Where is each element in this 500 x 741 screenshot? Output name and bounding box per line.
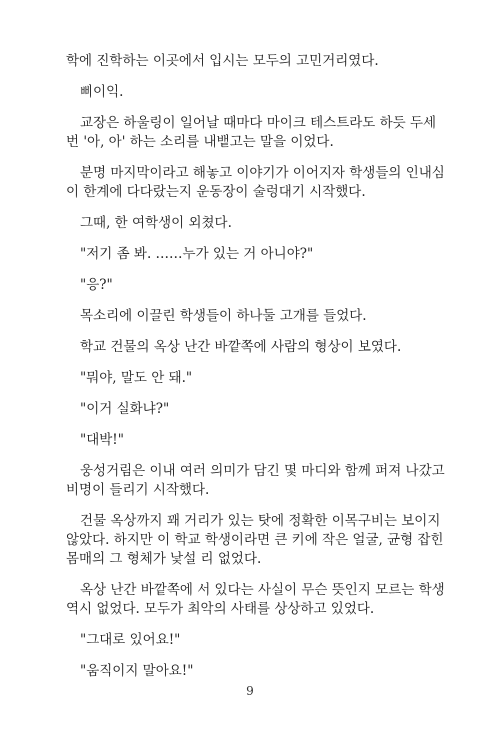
text-line: 번 '아, 아' 하는 소리를 내뱉고는 말을 이었다. [66, 134, 334, 150]
paragraph [66, 662, 438, 681]
page-number: 9 [246, 684, 254, 698]
text-line: "저기 좀 봐. ……누가 있는 거 아니야?" [80, 246, 314, 262]
text-line: 분명 마지막이라고 해놓고 이야기가 이어지자 학생들의 인내심 [80, 165, 445, 181]
text-line: "뭐야, 말도 안 돼." [80, 370, 193, 386]
text-line: 웅성거림은 이내 여러 의미가 담긴 몇 마디와 함께 퍼져 나갔고 [80, 463, 445, 479]
text-line: 이 한계에 다다랐는지 운동장이 술렁대기 시작했다. [66, 184, 366, 200]
paragraph [66, 581, 445, 619]
paragraph [66, 307, 438, 326]
text-line: "그대로 있어요!" [80, 632, 181, 648]
text-line: 않았다. 하지만 이 학교 학생이라면 큰 키에 작은 얼굴, 균형 잡힌 [66, 532, 444, 548]
paragraph [66, 276, 438, 295]
paragraph [66, 512, 444, 569]
paragraph [66, 83, 438, 102]
text-line: "이거 실화냐?" [80, 401, 170, 417]
paragraph [66, 631, 438, 650]
text-line: "대박!" [80, 432, 124, 448]
text-line: 그때, 한 여학생이 외쳤다. [80, 215, 232, 231]
text-line: 역시 없었다. 모두가 최악의 사태를 상상하고 있었다. [66, 601, 375, 617]
text-line: "응?" [80, 277, 113, 293]
paragraph [66, 369, 438, 388]
text-line: 교장은 하울링이 일어날 때마다 마이크 테스트라도 하듯 두세 [80, 115, 437, 131]
paragraph [66, 114, 438, 152]
paragraph [66, 338, 438, 357]
paragraph [66, 164, 445, 202]
text-line: 비명이 들리기 시작했다. [66, 482, 210, 498]
paragraph [66, 431, 438, 450]
paragraph [66, 462, 445, 500]
text-line: 목소리에 이끌린 학생들이 하나둘 고개를 들었다. [80, 308, 367, 324]
text-line: 몸매의 그 형체가 낯설 리 없었다. [66, 551, 262, 567]
text-line: 건물 옥상까지 꽤 거리가 있는 탓에 정확한 이목구비는 보이지 [80, 513, 441, 529]
text-line: 옥상 난간 바깥쪽에 서 있다는 사실이 무슨 뜻인지 모르는 학생 [80, 582, 445, 598]
paragraph [66, 214, 438, 233]
body-text [66, 52, 445, 681]
paragraph [66, 52, 438, 71]
text-line: 학에 진학하는 이곳에서 입시는 모두의 고민거리였다. [66, 53, 379, 69]
text-line: "움직이지 말아요!" [80, 663, 194, 679]
text-line: 삐이익. [80, 84, 124, 100]
text-line: 학교 건물의 옥상 난간 바깥쪽에 사람의 형상이 보였다. [80, 339, 402, 355]
paragraph [66, 400, 438, 419]
paragraph [66, 245, 438, 264]
